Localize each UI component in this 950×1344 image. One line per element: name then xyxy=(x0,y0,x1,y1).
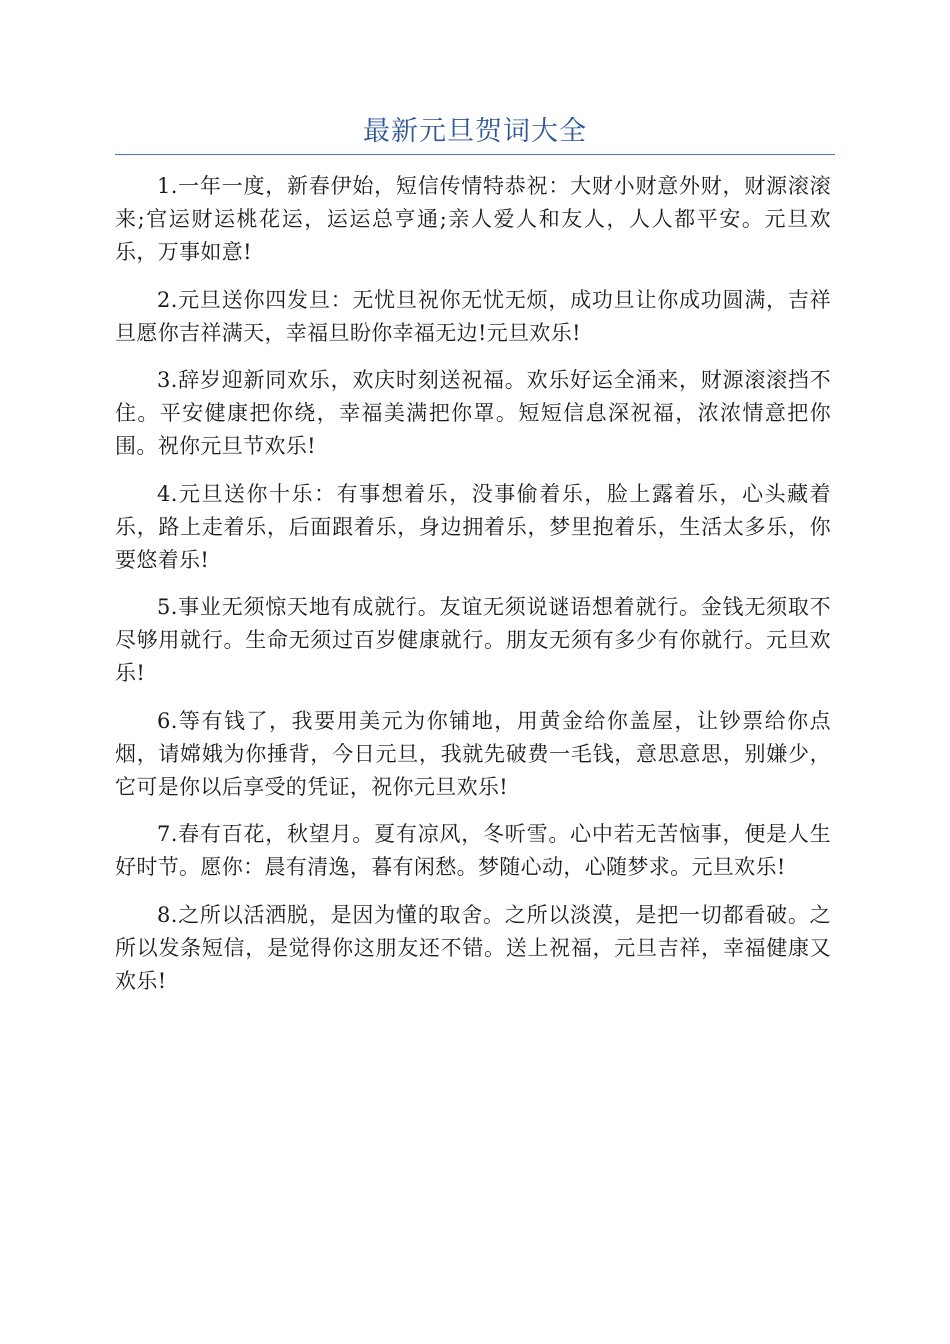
page-title: 最新元旦贺词大全 xyxy=(363,116,587,147)
paragraph-7: 7.春有百花，秋望月。夏有凉风，冬听雪。心中若无苦恼事，便是人生好时节。愿你：晨有清逸，暮有闲愁。梦随心动，心随梦求。元旦欢乐! xyxy=(115,822,831,879)
paragraph-3: 3.辞岁迎新同欢乐，欢庆时刻送祝福。欢乐好运全涌来，财源滚滚挡不住。平安健康把你绕，幸福美满把你罩。短短信息深祝福，浓浓情意把你围。祝你元旦节欢乐! xyxy=(115,368,831,458)
paragraph-4: 4.元旦送你十乐：有事想着乐，没事偷着乐，脸上露着乐，心头藏着乐，路上走着乐，后面跟着乐，身边拥着乐，梦里抱着乐，生活太多乐，你要悠着乐! xyxy=(115,481,831,572)
paragraph-2: 2.元旦送你四发旦：无忧旦祝你无忧无烦，成功旦让你成功圆满，吉祥旦愿你吉祥满天，幸福旦盼你幸福无边!元旦欢乐! xyxy=(115,287,831,345)
paragraph-1: 1.一年一度，新春伊始，短信传情特恭祝：大财小财意外财，财源滚滚来;官运财运桃花运，运运总亨通;亲人爱人和友人，人人都平安。元旦欢乐，万事如意! xyxy=(115,174,831,264)
paragraph-6: 6.等有钱了，我要用美元为你铺地，用黄金给你盖屋，让钞票给你点烟，请嫦娥为你捶背，今日元旦，我就先破费一毛钱，意思意思，别嫌少，它可是你以后享受的凭证，祝你元旦欢乐! xyxy=(115,708,831,799)
paragraph-8: 8.之所以活洒脱，是因为懂的取舍。之所以淡漠，是把一切都看破。之所以发条短信，是觉得你这朋友还不错。送上祝福，元旦吉祥，幸福健康又欢乐! xyxy=(115,902,831,993)
document-body xyxy=(115,170,831,1012)
title-underline xyxy=(115,154,835,155)
paragraph-5: 5.事业无须惊天地有成就行。友谊无须说谜语想着就行。金钱无须取不尽够用就行。生命无须过百岁健康就行。朋友无须有多少有你就行。元旦欢乐! xyxy=(115,595,831,685)
